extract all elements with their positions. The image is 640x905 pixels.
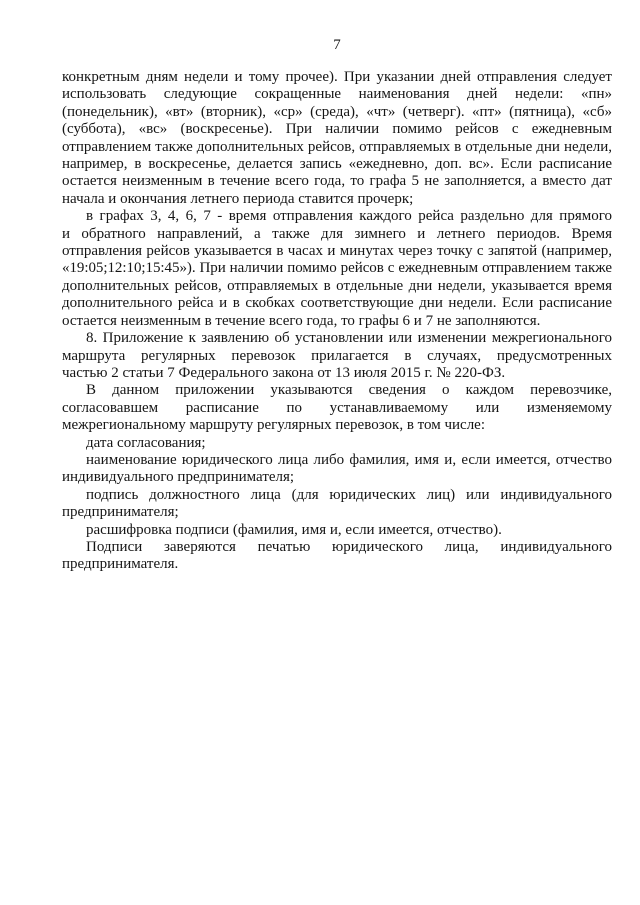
text-line: остается неизменным в течение всего года, то графы 6 и 7 не заполняются. xyxy=(62,312,541,329)
text-line: В данном приложении указываются сведения о каждом перевозчике, xyxy=(86,382,612,399)
text-line: предпринимателя. xyxy=(62,556,179,573)
text-line: 8. Приложение к заявлению об установлении или изменении межрегионального xyxy=(86,330,612,347)
text-line: конкретным дням недели и тому прочее). При указании дней отправления следует xyxy=(62,69,612,85)
text-line: Подписи заверяются печатью юридического лица, индивидуального xyxy=(86,538,612,555)
text-line: подпись должностного лица (для юридических лиц) или индивидуального xyxy=(86,486,612,503)
text-line: (понедельник), «вт» (вторник), «ср» (среда), «чт» (четверг). «пт» (пятница), «сб» xyxy=(62,103,612,120)
text-line: маршрута регулярных перевозок прилагается в случаях, предусмотренных xyxy=(62,347,612,364)
paragraph-carrier-info xyxy=(62,382,612,434)
list-item-signature-transcript xyxy=(62,522,612,539)
document-body xyxy=(62,69,612,574)
text-line: остается неизменным в течение всего года, то графа 5 не заполняется, а вместо дат xyxy=(62,173,612,190)
paragraph-weekday-abbreviations xyxy=(62,69,612,208)
text-line: использовать следующие сокращенные наименования дней недели: «пн» xyxy=(62,86,612,103)
list-item-approval-date xyxy=(62,435,612,452)
text-line: частью 2 статьи 7 Федерального закона от 13 июля 2015 г. № 220-ФЗ. xyxy=(62,364,506,381)
text-line: отправления рейсов указывается в часах и минутах через точку с запятой (например, xyxy=(62,243,612,260)
text-line: (суббота), «вс» (воскресенье). При наличии помимо рейсов с ежедневным xyxy=(62,121,612,138)
text-line: начала и окончания летнего периода ставится прочерк; xyxy=(62,190,414,207)
text-line: индивидуального предпринимателя; xyxy=(62,469,295,486)
paragraph-departure-times xyxy=(62,208,612,330)
text-line: согласовавшем расписание по устанавливаемому или изменяемому xyxy=(62,399,612,416)
list-item-carrier-name xyxy=(62,452,612,487)
text-line: отправлением также дополнительных рейсов, отправляемых в отдельные дни недели, xyxy=(62,138,612,155)
text-line: межрегиональному маршруту регулярных перевозок, в том числе: xyxy=(62,417,486,434)
page-number: 7 xyxy=(333,37,341,53)
list-item-signature xyxy=(62,487,612,522)
paragraph-seal-requirement xyxy=(62,539,612,574)
text-line: и обратного направлений, а также для зимнего и летнего периодов. Время xyxy=(62,225,612,242)
text-line: дополнительного рейса и в скобках соответствующие дни недели. Если расписание xyxy=(62,295,612,312)
text-line: например, в воскресенье, делается запись «ежедневно, доп. вс». Если расписание xyxy=(62,156,612,173)
text-line: расшифровка подписи (фамилия, имя и, если имеется, отчество). xyxy=(86,521,502,538)
text-line: «19:05;12:10;15:45»). При наличии помимо рейсов с ежедневным отправлением также xyxy=(62,260,612,277)
text-line: в графах 3, 4, 6, 7 - время отправления каждого рейса раздельно для прямого xyxy=(86,208,612,225)
paragraph-item-8 xyxy=(62,330,612,382)
text-line: дополнительных рейсов, отправляемых в отдельные дни недели, указывается время xyxy=(62,277,612,294)
text-line: наименование юридического лица либо фамилия, имя и, если имеется, отчество xyxy=(86,451,612,468)
text-line: дата согласования; xyxy=(86,434,206,451)
text-line: предпринимателя; xyxy=(62,504,179,521)
